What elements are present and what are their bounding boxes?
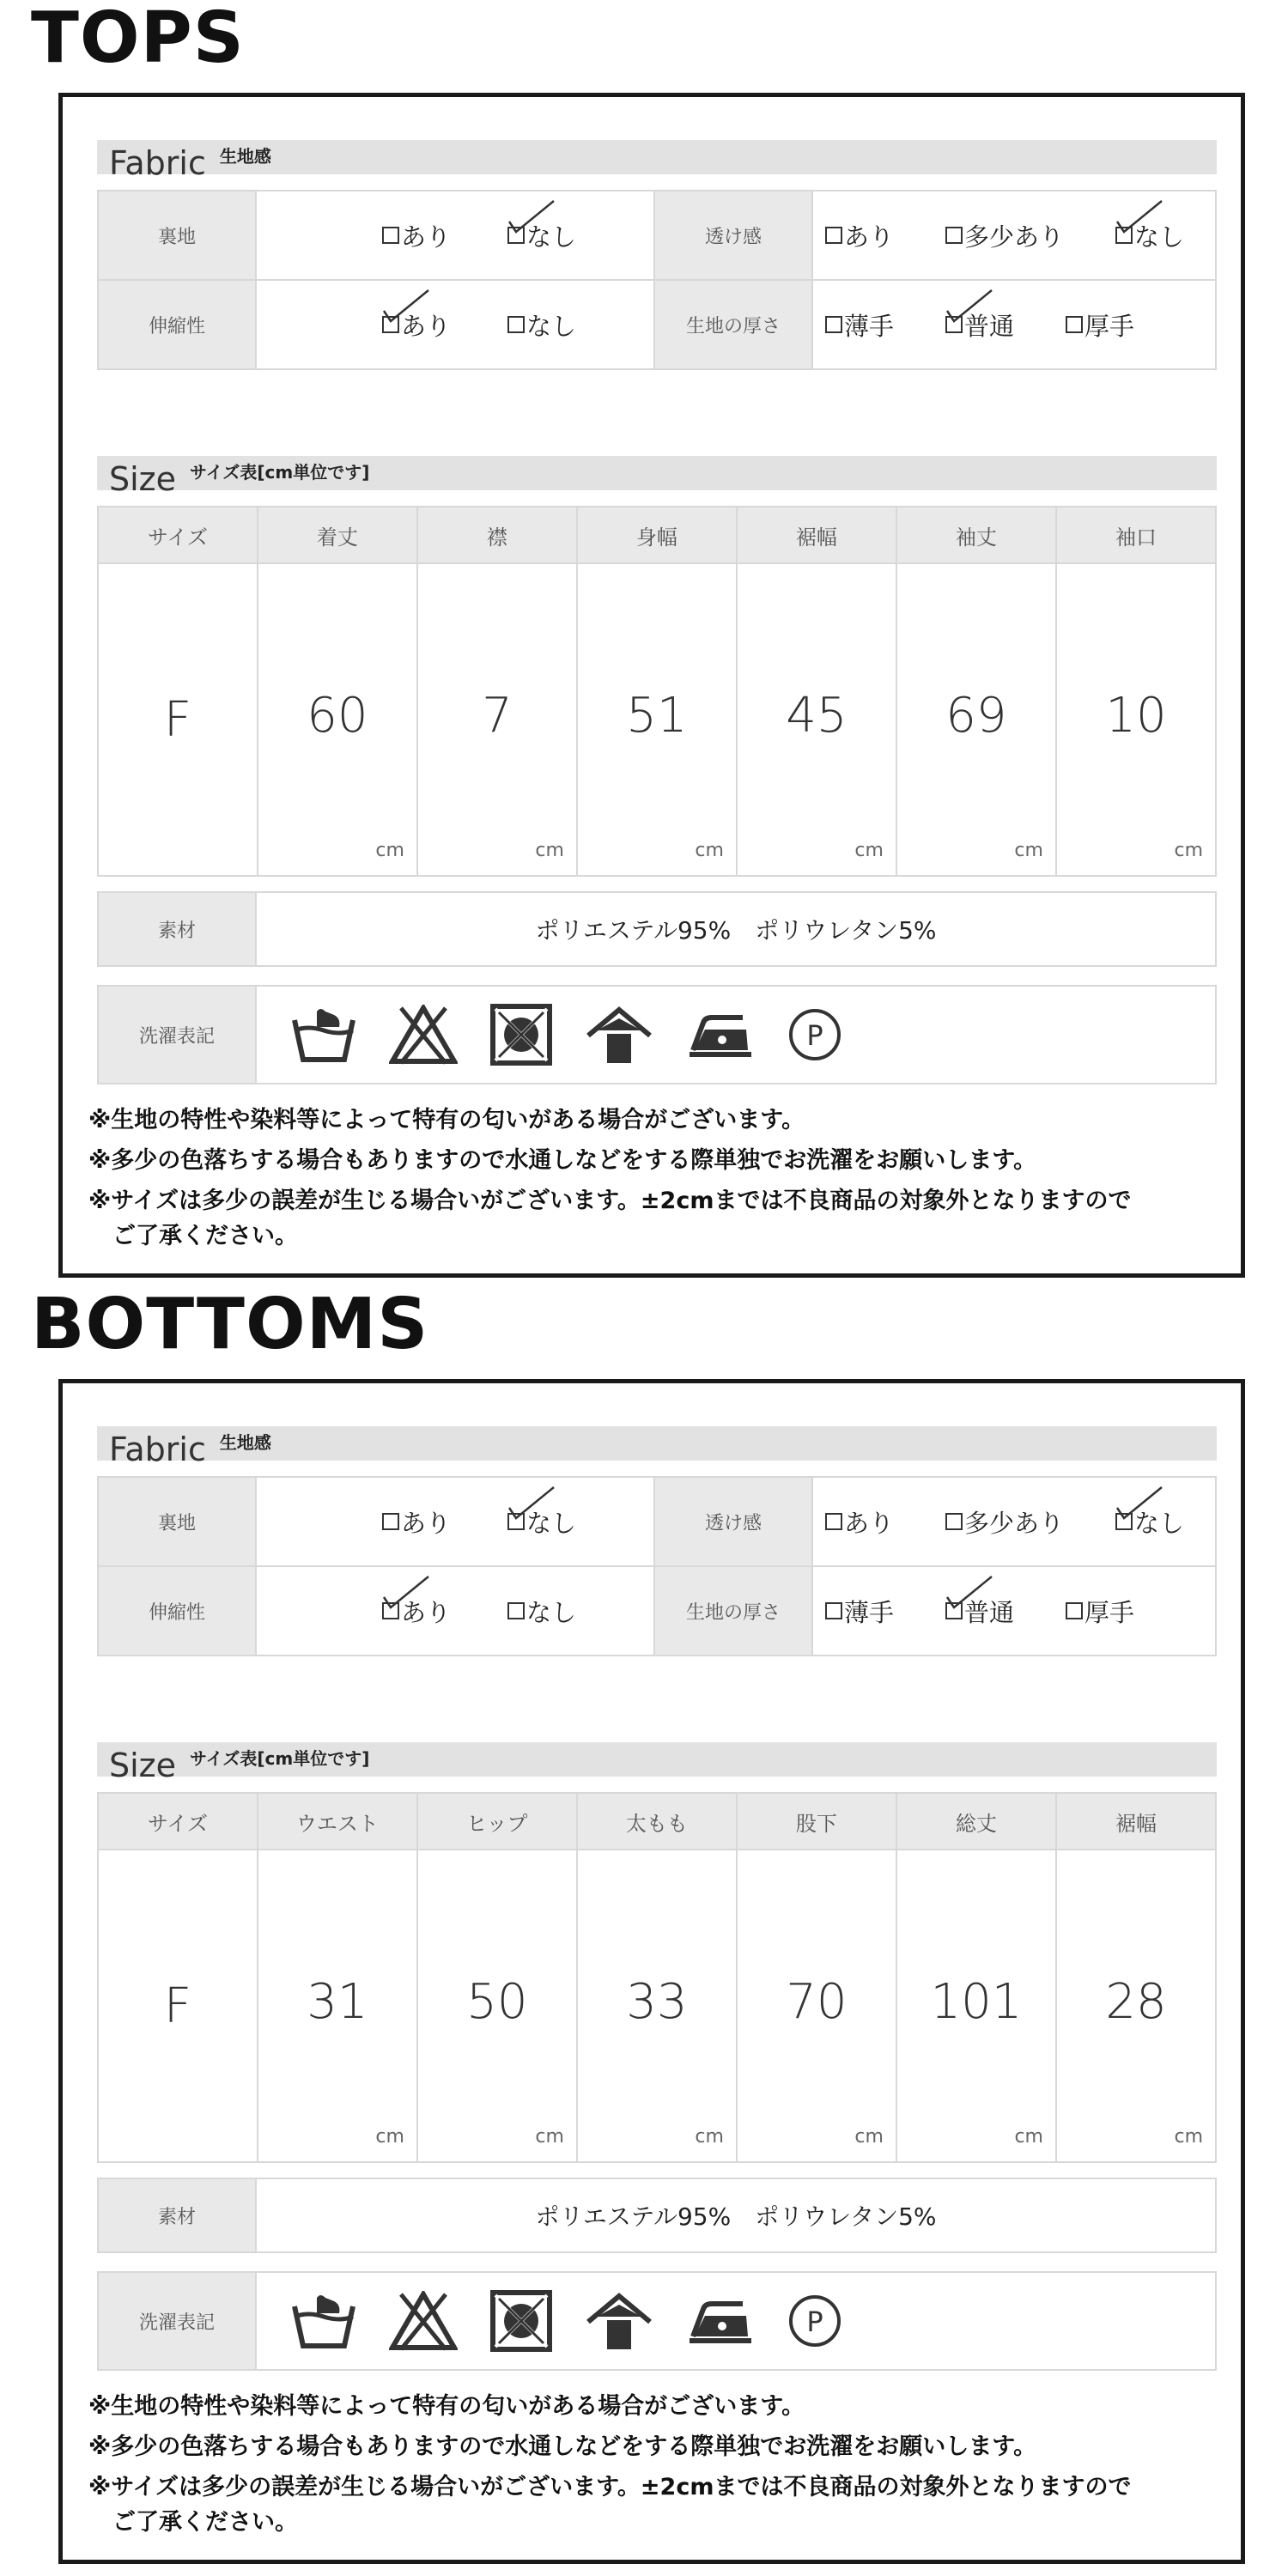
fabric-option-label: 厚手: [1084, 311, 1135, 341]
size-value-cell: [98, 563, 258, 876]
fabric-option[interactable]: [945, 218, 1064, 253]
spec-panel: [58, 1379, 1245, 2564]
fabric-option[interactable]: [1066, 1594, 1134, 1629]
size-table: [97, 506, 1217, 877]
fabric-heading: [97, 140, 1217, 182]
fabric-option-label: 薄手: [844, 311, 895, 341]
fabric-option[interactable]: [382, 307, 451, 343]
size-value-cell: [417, 563, 577, 876]
wash-table: [97, 985, 1217, 1084]
fabric-option[interactable]: [1066, 307, 1134, 343]
size-value: F: [163, 691, 192, 748]
fabric-row: [98, 1566, 1216, 1656]
material-label: 素材: [98, 2178, 256, 2252]
fabric-row: [98, 280, 1216, 369]
fabric-option-label: なし: [526, 222, 577, 252]
size-unit: cm: [375, 2126, 404, 2148]
size-unit: cm: [854, 2126, 884, 2148]
fabric-row-label: 透け感: [654, 191, 812, 280]
size-header-cell: 襟: [417, 507, 577, 563]
fabric-option-label: あり: [400, 311, 451, 341]
size-value-cell: [1056, 563, 1216, 876]
checkbox-icon: [382, 227, 399, 244]
fabric-option[interactable]: [945, 1594, 1014, 1629]
wash-icons-cell: [256, 2272, 1216, 2370]
fabric-option[interactable]: [825, 1504, 894, 1540]
fabric-option[interactable]: [382, 1504, 451, 1540]
fabric-option-label: なし: [1134, 1508, 1185, 1538]
size-header-cell: 総丈: [896, 1793, 1056, 1850]
size-value: 45: [786, 687, 848, 744]
checkbox-icon: [945, 1513, 963, 1530]
size-value: 28: [1105, 1973, 1167, 2030]
fabric-option-label: あり: [400, 1508, 451, 1538]
fabric-heading-sub: 生地感: [219, 146, 271, 167]
fabric-row-label: 生地の厚さ: [654, 1566, 812, 1656]
size-value: 33: [626, 1973, 688, 2030]
fabric-options: [812, 191, 1216, 280]
size-header-cell: ウエスト: [258, 1793, 417, 1850]
size-unit: cm: [854, 840, 884, 861]
size-value: 101: [930, 1973, 1023, 2030]
fabric-option-label: 普通: [964, 1597, 1015, 1627]
size-value: 7: [482, 687, 513, 744]
fabric-option[interactable]: [507, 307, 576, 343]
size-header-cell: サイズ: [98, 507, 258, 563]
checked-box-icon: [382, 316, 399, 333]
checkbox-icon: [382, 1513, 399, 1530]
note-line: ご了承ください。: [112, 2509, 298, 2536]
size-value: 69: [945, 687, 1007, 744]
size-header-cell: 袖口: [1056, 507, 1216, 563]
fabric-row-label: 伸縮性: [98, 1566, 256, 1656]
notes: [88, 2395, 1222, 2551]
svg-text:P: P: [806, 2306, 823, 2338]
fabric-heading-sub: 生地感: [219, 1432, 271, 1453]
fabric-option[interactable]: [945, 307, 1014, 343]
fabric-option[interactable]: [945, 1504, 1064, 1540]
size-heading-sub: サイズ表[cm単位です]: [190, 1748, 370, 1769]
fabric-row-label: 裏地: [98, 191, 256, 280]
size-value: 60: [307, 687, 368, 744]
size-value: 50: [466, 1973, 528, 2030]
size-value-cell: [577, 563, 737, 876]
dry-clean-p-icon: [787, 1007, 842, 1062]
size-value-cell: [417, 1850, 577, 2162]
no-tumble-dry-icon: [490, 2290, 552, 2352]
checkbox-icon: [1066, 316, 1083, 333]
checkbox-icon: [825, 1513, 842, 1530]
size-value-cell: [258, 1850, 417, 2162]
size-header-cell: サイズ: [98, 1793, 258, 1850]
fabric-option[interactable]: [825, 218, 894, 253]
size-value: 70: [786, 1973, 848, 2030]
fabric-option[interactable]: [382, 1594, 451, 1629]
size-value-cell: [896, 1850, 1056, 2162]
size-value: 51: [626, 687, 688, 744]
wash-label: 洗濯表記: [98, 986, 256, 1084]
fabric-option-label: 薄手: [844, 1597, 895, 1627]
fabric-options: [256, 191, 654, 280]
fabric-options: [256, 280, 654, 369]
size-unit: cm: [1174, 840, 1203, 861]
checked-box-icon: [1115, 1513, 1133, 1530]
size-unit: cm: [535, 840, 564, 861]
fabric-options: [812, 280, 1216, 369]
note-line: ※生地の特性や染料等によって特有の匂いがある場合がございます。: [88, 1107, 805, 1133]
fabric-option-label: あり: [844, 222, 895, 252]
checkbox-icon: [825, 1602, 842, 1619]
wash-table: [97, 2271, 1217, 2371]
fabric-option-label: 多少あり: [964, 222, 1065, 252]
size-unit: cm: [1014, 840, 1043, 861]
material-table: [97, 2178, 1217, 2253]
fabric-row-label: 生地の厚さ: [654, 280, 812, 369]
checked-box-icon: [382, 1602, 399, 1619]
note-line: ※サイズは多少の誤差が生じる場合いがございます。±2cmまでは不良商品の対象外となりますので: [88, 1188, 1132, 1214]
size-value-cell: [737, 1850, 896, 2162]
fabric-options: [256, 1477, 654, 1566]
fabric-option-label: あり: [400, 222, 451, 252]
fabric-option-label: 普通: [964, 311, 1015, 341]
size-unit: cm: [375, 840, 404, 861]
size-unit: cm: [535, 2126, 564, 2148]
hand-wash-icon: [291, 1005, 356, 1065]
size-value-cell: [737, 563, 896, 876]
size-header-cell: 裾幅: [737, 507, 896, 563]
note-line: ※多少の色落ちする場合もありますので水通しなどをする際単独でお洗濯をお願いします。: [88, 2433, 1037, 2460]
checked-box-icon: [1115, 227, 1133, 244]
size-value-cell: [1056, 1850, 1216, 2162]
fabric-row: [98, 191, 1216, 280]
note-line: ※サイズは多少の誤差が生じる場合いがございます。±2cmまでは不良商品の対象外となりますので: [88, 2474, 1132, 2500]
section-title: TOPS: [31, 0, 245, 79]
fabric-table: [97, 1476, 1217, 1656]
iron-low-icon: [686, 2295, 755, 2347]
size-header-cell: 股下: [737, 1793, 896, 1850]
size-value-cell: [577, 1850, 737, 2162]
checkbox-icon: [507, 1602, 525, 1619]
size-value: 31: [307, 1973, 368, 2030]
checkbox-icon: [507, 316, 525, 333]
checkbox-icon: [1066, 1602, 1083, 1619]
checked-box-icon: [945, 316, 963, 333]
checkbox-icon: [825, 227, 842, 244]
size-heading: [97, 1742, 1217, 1784]
size-header-cell: ヒップ: [417, 1793, 577, 1850]
size-table: [97, 1792, 1217, 2163]
size-value-cell: [98, 1850, 258, 2162]
checked-box-icon: [507, 227, 525, 244]
size-header-cell: 着丈: [258, 507, 417, 563]
fabric-option[interactable]: [507, 1594, 576, 1629]
fabric-row-label: 裏地: [98, 1477, 256, 1566]
iron-low-icon: [686, 1009, 755, 1060]
fabric-heading: [97, 1426, 1217, 1468]
size-header-cell: 裾幅: [1056, 1793, 1216, 1850]
fabric-option-label: なし: [526, 1597, 577, 1627]
size-value-cell: [258, 563, 417, 876]
no-bleach-icon: [389, 2291, 458, 2351]
checkbox-icon: [945, 227, 963, 244]
size-heading-label: Size: [109, 460, 177, 498]
fabric-option-label: なし: [526, 1508, 577, 1538]
fabric-option-label: あり: [400, 1597, 451, 1627]
fabric-row-label: 伸縮性: [98, 280, 256, 369]
size-unit: cm: [695, 840, 724, 861]
hang-dry-icon: [585, 2291, 653, 2351]
no-bleach-icon: [389, 1005, 458, 1065]
section-title: BOTTOMS: [31, 1284, 429, 1365]
notes: [88, 1109, 1222, 1265]
size-unit: cm: [695, 2126, 724, 2148]
size-value: 10: [1105, 687, 1167, 744]
fabric-options: [256, 1566, 654, 1656]
fabric-heading-label: Fabric: [109, 1431, 206, 1468]
svg-text:P: P: [806, 1019, 823, 1052]
fabric-option-label: 厚手: [1084, 1597, 1135, 1627]
fabric-option-label: なし: [1134, 222, 1185, 252]
size-heading-label: Size: [109, 1747, 177, 1784]
wash-icons-cell: [256, 986, 1216, 1084]
note-line: ※多少の色落ちする場合もありますので水通しなどをする際単独でお洗濯をお願いします。: [88, 1147, 1037, 1174]
dry-clean-p-icon: [787, 2293, 842, 2348]
material-label: 素材: [98, 892, 256, 966]
fabric-option[interactable]: [825, 1594, 894, 1629]
size-heading: [97, 456, 1217, 498]
material-value: ポリエステル95% ポリウレタン5%: [256, 892, 1216, 966]
size-unit: cm: [1014, 2126, 1043, 2148]
size-unit: cm: [1174, 2126, 1203, 2148]
fabric-table: [97, 190, 1217, 370]
fabric-option-label: 多少あり: [964, 1508, 1065, 1538]
material-table: [97, 891, 1217, 967]
size-heading-sub: サイズ表[cm単位です]: [190, 462, 370, 483]
fabric-option[interactable]: [507, 218, 576, 253]
hang-dry-icon: [585, 1005, 653, 1065]
fabric-option[interactable]: [1115, 1504, 1184, 1540]
fabric-options: [812, 1477, 1216, 1566]
size-header-cell: 身幅: [577, 507, 737, 563]
fabric-option[interactable]: [1115, 218, 1184, 253]
fabric-row: [98, 1477, 1216, 1566]
checkbox-icon: [825, 316, 842, 333]
fabric-option-label: なし: [526, 311, 577, 341]
checked-box-icon: [507, 1513, 525, 1530]
fabric-option-label: あり: [844, 1508, 895, 1538]
fabric-row-label: 透け感: [654, 1477, 812, 1566]
size-header-cell: 太もも: [577, 1793, 737, 1850]
material-value: ポリエステル95% ポリウレタン5%: [256, 2178, 1216, 2252]
note-line: ※生地の特性や染料等によって特有の匂いがある場合がございます。: [88, 2393, 805, 2420]
fabric-option[interactable]: [825, 307, 894, 343]
fabric-options: [812, 1566, 1216, 1656]
size-value: F: [163, 1978, 192, 2034]
no-tumble-dry-icon: [490, 1004, 552, 1066]
fabric-option[interactable]: [382, 218, 451, 253]
wash-label: 洗濯表記: [98, 2272, 256, 2370]
size-value-cell: [896, 563, 1056, 876]
checked-box-icon: [945, 1602, 963, 1619]
note-line: ご了承ください。: [112, 1223, 298, 1249]
spec-panel: [58, 93, 1245, 1278]
fabric-heading-label: Fabric: [109, 144, 206, 182]
fabric-option[interactable]: [507, 1504, 576, 1540]
size-header-cell: 袖丈: [896, 507, 1056, 563]
hand-wash-icon: [291, 2291, 356, 2351]
